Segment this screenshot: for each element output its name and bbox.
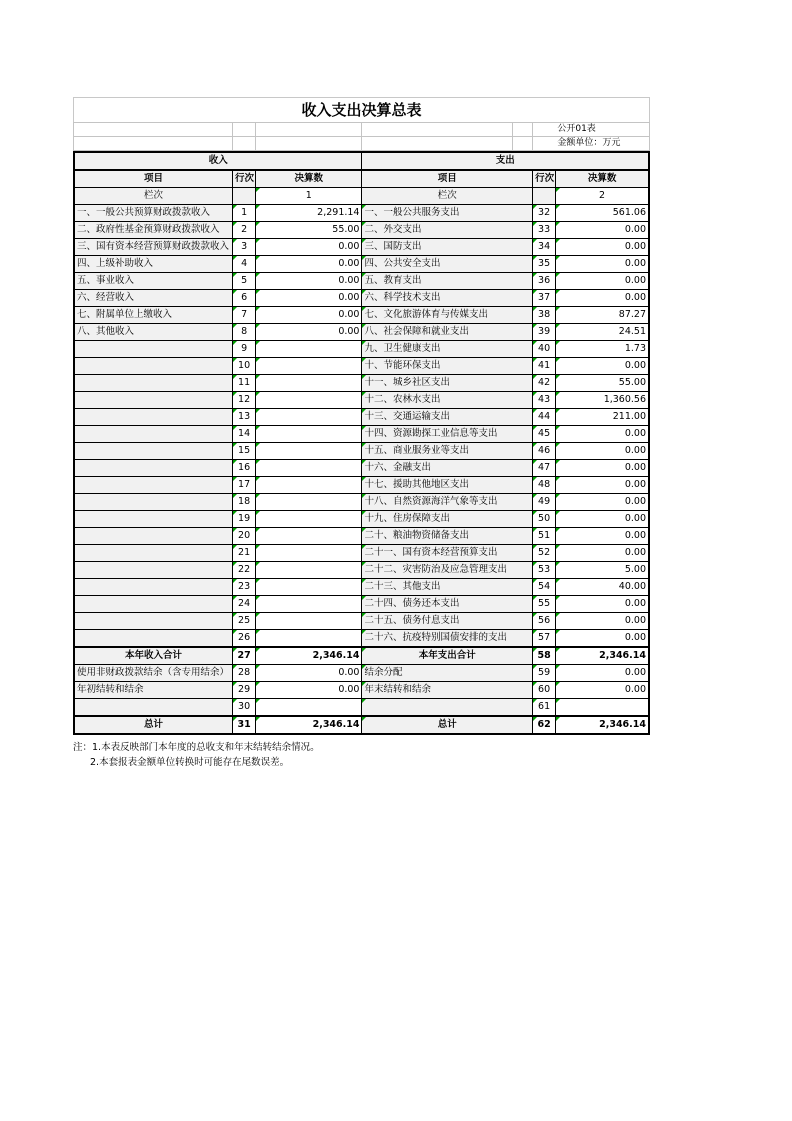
income-amount-cell xyxy=(256,699,362,717)
table-row xyxy=(74,324,649,341)
expense-rowno-cell: 51 xyxy=(533,528,556,545)
income-amount-cell xyxy=(256,545,362,562)
expense-rowno-cell: 38 xyxy=(533,307,556,324)
table-row xyxy=(74,494,649,511)
table-row xyxy=(74,426,649,443)
table-row xyxy=(74,716,649,734)
expense-rowno-cell: 33 xyxy=(533,222,556,239)
income-rowno-cell: 28 xyxy=(233,665,256,682)
expense-amount-cell: 0.00 xyxy=(556,426,649,443)
expense-rowno-cell: 36 xyxy=(533,273,556,290)
expense-amount-cell: 0.00 xyxy=(556,630,649,648)
income-rowno-cell: 30 xyxy=(233,699,256,717)
expense-item-cell: 十、节能环保支出 xyxy=(362,358,533,375)
column-header-row xyxy=(74,170,649,188)
expense-item-cell: 二十六、抗疫特别国债安排的支出 xyxy=(362,630,533,648)
income-item-cell xyxy=(74,477,233,494)
income-rowno-cell: 12 xyxy=(233,392,256,409)
income-item-cell xyxy=(74,375,233,392)
expense-amount-cell: 87.27 xyxy=(556,307,649,324)
expense-rowno-cell: 43 xyxy=(533,392,556,409)
expense-rowno-cell: 34 xyxy=(533,239,556,256)
income-rowno-cell: 13 xyxy=(233,409,256,426)
table-row xyxy=(74,222,649,239)
expense-amount-cell: 55.00 xyxy=(556,375,649,392)
income-rowno-cell: 11 xyxy=(233,375,256,392)
income-amount-cell xyxy=(256,477,362,494)
income-item-cell xyxy=(74,409,233,426)
expense-amount-cell: 2,346.14 xyxy=(556,716,649,734)
expense-item-cell: 十八、自然资源海洋气象等支出 xyxy=(362,494,533,511)
income-rowno-cell: 8 xyxy=(233,324,256,341)
sheet xyxy=(73,97,650,770)
income-amount-cell xyxy=(256,528,362,545)
table-row xyxy=(74,613,649,630)
expense-rowno-cell: 53 xyxy=(533,562,556,579)
expense-item-cell: 十九、住房保障支出 xyxy=(362,511,533,528)
income-amount-cell xyxy=(256,630,362,648)
expense-item-cell: 二、外交支出 xyxy=(362,222,533,239)
table-row xyxy=(74,665,649,682)
income-item-cell xyxy=(74,630,233,648)
income-item-cell xyxy=(74,528,233,545)
income-item-cell xyxy=(74,494,233,511)
income-item-cell: 四、上级补助收入 xyxy=(74,256,233,273)
income-amount-cell: 0.00 xyxy=(256,307,362,324)
expense-item-cell: 五、教育支出 xyxy=(362,273,533,290)
expense-item-cell: 六、科学技术支出 xyxy=(362,290,533,307)
table-row xyxy=(74,307,649,324)
income-rowno-cell: 23 xyxy=(233,579,256,596)
expense-amount-cell: 2,346.14 xyxy=(556,647,649,665)
expense-amount-cell: 211.00 xyxy=(556,409,649,426)
empty-cell xyxy=(362,123,513,137)
income-item-cell: 八、其他收入 xyxy=(74,324,233,341)
income-rowno-cell: 10 xyxy=(233,358,256,375)
table-row xyxy=(74,273,649,290)
income-item-cell: 一、一般公共预算财政拨款收入 xyxy=(74,205,233,222)
income-amount-cell: 0.00 xyxy=(256,239,362,256)
income-amount-cell xyxy=(256,511,362,528)
expense-item-cell: 十七、援助其他地区支出 xyxy=(362,477,533,494)
income-amount-cell xyxy=(256,426,362,443)
income-item-cell xyxy=(74,358,233,375)
summary-table xyxy=(73,151,650,735)
page-title: 收入支出决算总表 xyxy=(73,97,650,122)
empty-cell xyxy=(232,137,255,151)
income-rowno-cell: 16 xyxy=(233,460,256,477)
expense-col-index: 2 xyxy=(556,188,649,205)
expense-rowno-cell: 41 xyxy=(533,358,556,375)
table-row xyxy=(74,511,649,528)
expense-rowno-cell: 55 xyxy=(533,596,556,613)
empty-cell xyxy=(255,123,362,137)
expense-rowno-cell: 50 xyxy=(533,511,556,528)
table-code: 公开01表 xyxy=(533,123,650,137)
expense-item-cell xyxy=(362,699,533,717)
unit-label: 金额单位：万元 xyxy=(533,137,650,151)
income-item-cell: 七、附属单位上缴收入 xyxy=(74,307,233,324)
expense-item-cell: 结余分配 xyxy=(362,665,533,682)
table-body xyxy=(74,205,649,735)
income-item-cell xyxy=(74,699,233,717)
income-item-column-header: 项目 xyxy=(74,170,233,188)
expense-item-cell: 十四、资源勘探工业信息等支出 xyxy=(362,426,533,443)
expense-item-cell: 二十三、其他支出 xyxy=(362,579,533,596)
income-item-cell xyxy=(74,562,233,579)
expense-rowno-cell: 62 xyxy=(533,716,556,734)
empty-cell xyxy=(74,137,233,151)
table-row xyxy=(74,205,649,222)
expense-rowno-cell: 46 xyxy=(533,443,556,460)
income-col-index: 1 xyxy=(256,188,362,205)
table-row xyxy=(74,443,649,460)
expense-rowno-cell: 57 xyxy=(533,630,556,648)
income-rowno-cell: 15 xyxy=(233,443,256,460)
empty-cell xyxy=(255,137,362,151)
expense-item-cell: 年末结转和结余 xyxy=(362,682,533,699)
expense-amount-cell: 0.00 xyxy=(556,222,649,239)
income-amount-cell xyxy=(256,579,362,596)
expense-rowno-cell: 47 xyxy=(533,460,556,477)
income-rowno-cell: 17 xyxy=(233,477,256,494)
expense-amount-cell: 1.73 xyxy=(556,341,649,358)
income-rowno-cell: 1 xyxy=(233,205,256,222)
income-item-cell xyxy=(74,613,233,630)
expense-item-cell: 十六、金融支出 xyxy=(362,460,533,477)
expense-item-cell: 一、一般公共服务支出 xyxy=(362,205,533,222)
expense-amount-cell: 0.00 xyxy=(556,358,649,375)
pre-table xyxy=(73,122,650,151)
table-row xyxy=(74,562,649,579)
table-row xyxy=(74,256,649,273)
expense-col-index-label: 栏次 xyxy=(362,188,533,205)
income-rowno-cell: 9 xyxy=(233,341,256,358)
income-amount-cell xyxy=(256,460,362,477)
note-line-2: 2.本套报表金额单位转换时可能存在尾数误差。 xyxy=(90,757,290,768)
expense-amount-cell: 0.00 xyxy=(556,290,649,307)
income-rowno-cell: 29 xyxy=(233,682,256,699)
income-amount-cell: 0.00 xyxy=(256,273,362,290)
expense-amount-cell: 0.00 xyxy=(556,682,649,699)
table-row xyxy=(74,477,649,494)
income-item-cell xyxy=(74,545,233,562)
expense-rowno-cell: 61 xyxy=(533,699,556,717)
table-row xyxy=(74,545,649,562)
income-rowno-cell: 25 xyxy=(233,613,256,630)
expense-rowno-cell: 39 xyxy=(533,324,556,341)
table-row xyxy=(74,647,649,665)
income-rowno-cell: 31 xyxy=(233,716,256,734)
table-row xyxy=(74,375,649,392)
notes xyxy=(73,740,650,770)
income-item-cell xyxy=(74,341,233,358)
income-amount-cell: 0.00 xyxy=(256,256,362,273)
income-section-header: 收入 xyxy=(74,152,362,170)
income-item-cell xyxy=(74,579,233,596)
expense-amount-cell: 24.51 xyxy=(556,324,649,341)
expense-item-cell: 二十二、灾害防治及应急管理支出 xyxy=(362,562,533,579)
income-amount-cell xyxy=(256,375,362,392)
expense-amount-cell: 561.06 xyxy=(556,205,649,222)
income-item-cell: 使用非财政拨款结余（含专用结余） xyxy=(74,665,233,682)
expense-item-cell: 九、卫生健康支出 xyxy=(362,341,533,358)
income-amount-cell xyxy=(256,392,362,409)
expense-amount-cell: 0.00 xyxy=(556,460,649,477)
income-item-cell xyxy=(74,392,233,409)
expense-amount-cell xyxy=(556,699,649,717)
income-rowno-cell: 2 xyxy=(233,222,256,239)
expense-amount-cell: 0.00 xyxy=(556,477,649,494)
income-rowno-cell: 6 xyxy=(233,290,256,307)
income-amount-cell xyxy=(256,358,362,375)
expense-amount-cell: 0.00 xyxy=(556,596,649,613)
income-item-cell xyxy=(74,596,233,613)
empty-cell xyxy=(74,123,233,137)
expense-rowno-cell: 52 xyxy=(533,545,556,562)
income-item-cell: 三、国有资本经营预算财政拨款收入 xyxy=(74,239,233,256)
expense-rowno-cell: 54 xyxy=(533,579,556,596)
income-amount-cell xyxy=(256,613,362,630)
table-row xyxy=(74,409,649,426)
income-rowno-column-header: 行次 xyxy=(233,170,256,188)
pre-row-1 xyxy=(74,123,650,137)
income-item-cell xyxy=(74,460,233,477)
expense-rowno-cell: 32 xyxy=(533,205,556,222)
table-row xyxy=(74,392,649,409)
expense-amount-cell: 0.00 xyxy=(556,273,649,290)
income-item-cell xyxy=(74,426,233,443)
income-item-cell: 六、经营收入 xyxy=(74,290,233,307)
expense-amount-cell: 0.00 xyxy=(556,511,649,528)
empty-cell xyxy=(513,137,533,151)
expense-rowno-cell: 56 xyxy=(533,613,556,630)
table-row xyxy=(74,290,649,307)
expense-item-cell: 二十、粮油物资储备支出 xyxy=(362,528,533,545)
expense-rowno-cell: 42 xyxy=(533,375,556,392)
table-row xyxy=(74,358,649,375)
income-rowno-cell: 27 xyxy=(233,647,256,665)
section-header-row xyxy=(74,152,649,170)
empty-cell xyxy=(533,188,556,205)
income-rowno-cell: 20 xyxy=(233,528,256,545)
income-amount-cell: 0.00 xyxy=(256,665,362,682)
income-amount-cell xyxy=(256,596,362,613)
income-rowno-cell: 18 xyxy=(233,494,256,511)
column-index-row xyxy=(74,188,649,205)
expense-section-header: 支出 xyxy=(362,152,649,170)
expense-rowno-cell: 44 xyxy=(533,409,556,426)
expense-amount-cell: 0.00 xyxy=(556,239,649,256)
income-amount-cell xyxy=(256,562,362,579)
expense-rowno-cell: 35 xyxy=(533,256,556,273)
expense-amount-column-header: 决算数 xyxy=(556,170,649,188)
expense-amount-cell: 0.00 xyxy=(556,665,649,682)
income-item-cell: 本年收入合计 xyxy=(74,647,233,665)
table-row xyxy=(74,341,649,358)
table-row xyxy=(74,239,649,256)
expense-item-cell: 十二、农林水支出 xyxy=(362,392,533,409)
income-rowno-cell: 4 xyxy=(233,256,256,273)
income-amount-cell: 0.00 xyxy=(256,682,362,699)
expense-item-cell: 十五、商业服务业等支出 xyxy=(362,443,533,460)
table-row xyxy=(74,528,649,545)
expense-rowno-cell: 40 xyxy=(533,341,556,358)
expense-item-cell: 二十四、债务还本支出 xyxy=(362,596,533,613)
table-row xyxy=(74,699,649,717)
expense-amount-cell: 0.00 xyxy=(556,545,649,562)
income-amount-cell: 55.00 xyxy=(256,222,362,239)
table-row xyxy=(74,596,649,613)
income-amount-cell xyxy=(256,341,362,358)
table-row xyxy=(74,460,649,477)
income-item-cell xyxy=(74,511,233,528)
income-item-cell: 年初结转和结余 xyxy=(74,682,233,699)
expense-rowno-cell: 49 xyxy=(533,494,556,511)
table-row xyxy=(74,682,649,699)
income-item-cell: 五、事业收入 xyxy=(74,273,233,290)
expense-item-cell: 总计 xyxy=(362,716,533,734)
expense-item-cell: 七、文化旅游体育与传媒支出 xyxy=(362,307,533,324)
expense-amount-cell: 0.00 xyxy=(556,443,649,460)
income-item-cell: 二、政府性基金预算财政拨款收入 xyxy=(74,222,233,239)
income-amount-cell: 0.00 xyxy=(256,290,362,307)
expense-amount-cell: 1,360.56 xyxy=(556,392,649,409)
expense-rowno-cell: 37 xyxy=(533,290,556,307)
expense-item-cell: 八、社会保障和就业支出 xyxy=(362,324,533,341)
income-rowno-cell: 26 xyxy=(233,630,256,648)
expense-rowno-cell: 60 xyxy=(533,682,556,699)
expense-item-cell: 四、公共安全支出 xyxy=(362,256,533,273)
table-row xyxy=(74,579,649,596)
expense-amount-cell: 0.00 xyxy=(556,528,649,545)
empty-cell xyxy=(233,188,256,205)
expense-item-cell: 十三、交通运输支出 xyxy=(362,409,533,426)
income-rowno-cell: 21 xyxy=(233,545,256,562)
note-line-1: 注：1.本表反映部门本年度的总收支和年末结转结余情况。 xyxy=(73,742,320,753)
income-amount-cell: 2,346.14 xyxy=(256,647,362,665)
income-rowno-cell: 3 xyxy=(233,239,256,256)
expense-rowno-cell: 48 xyxy=(533,477,556,494)
income-rowno-cell: 24 xyxy=(233,596,256,613)
income-amount-cell: 0.00 xyxy=(256,324,362,341)
income-rowno-cell: 5 xyxy=(233,273,256,290)
empty-cell xyxy=(513,123,533,137)
expense-amount-cell: 0.00 xyxy=(556,494,649,511)
expense-item-cell: 二十一、国有资本经营预算支出 xyxy=(362,545,533,562)
income-amount-cell xyxy=(256,443,362,460)
expense-rowno-cell: 59 xyxy=(533,665,556,682)
expense-item-cell: 十一、城乡社区支出 xyxy=(362,375,533,392)
income-rowno-cell: 14 xyxy=(233,426,256,443)
expense-rowno-cell: 58 xyxy=(533,647,556,665)
income-amount-column-header: 决算数 xyxy=(256,170,362,188)
income-amount-cell xyxy=(256,409,362,426)
income-amount-cell: 2,346.14 xyxy=(256,716,362,734)
pre-row-2 xyxy=(74,137,650,151)
expense-amount-cell: 5.00 xyxy=(556,562,649,579)
expense-item-cell: 三、国防支出 xyxy=(362,239,533,256)
income-rowno-cell: 7 xyxy=(233,307,256,324)
income-rowno-cell: 22 xyxy=(233,562,256,579)
expense-rowno-cell: 45 xyxy=(533,426,556,443)
income-amount-cell xyxy=(256,494,362,511)
income-rowno-cell: 19 xyxy=(233,511,256,528)
expense-item-column-header: 项目 xyxy=(362,170,533,188)
income-amount-cell: 2,291.14 xyxy=(256,205,362,222)
expense-amount-cell: 0.00 xyxy=(556,613,649,630)
expense-item-cell: 二十五、债务付息支出 xyxy=(362,613,533,630)
expense-amount-cell: 40.00 xyxy=(556,579,649,596)
expense-rowno-column-header: 行次 xyxy=(533,170,556,188)
expense-amount-cell: 0.00 xyxy=(556,256,649,273)
income-item-cell: 总计 xyxy=(74,716,233,734)
income-item-cell xyxy=(74,443,233,460)
expense-item-cell: 本年支出合计 xyxy=(362,647,533,665)
empty-cell xyxy=(232,123,255,137)
income-col-index-label: 栏次 xyxy=(74,188,233,205)
empty-cell xyxy=(362,137,513,151)
table-row xyxy=(74,630,649,648)
